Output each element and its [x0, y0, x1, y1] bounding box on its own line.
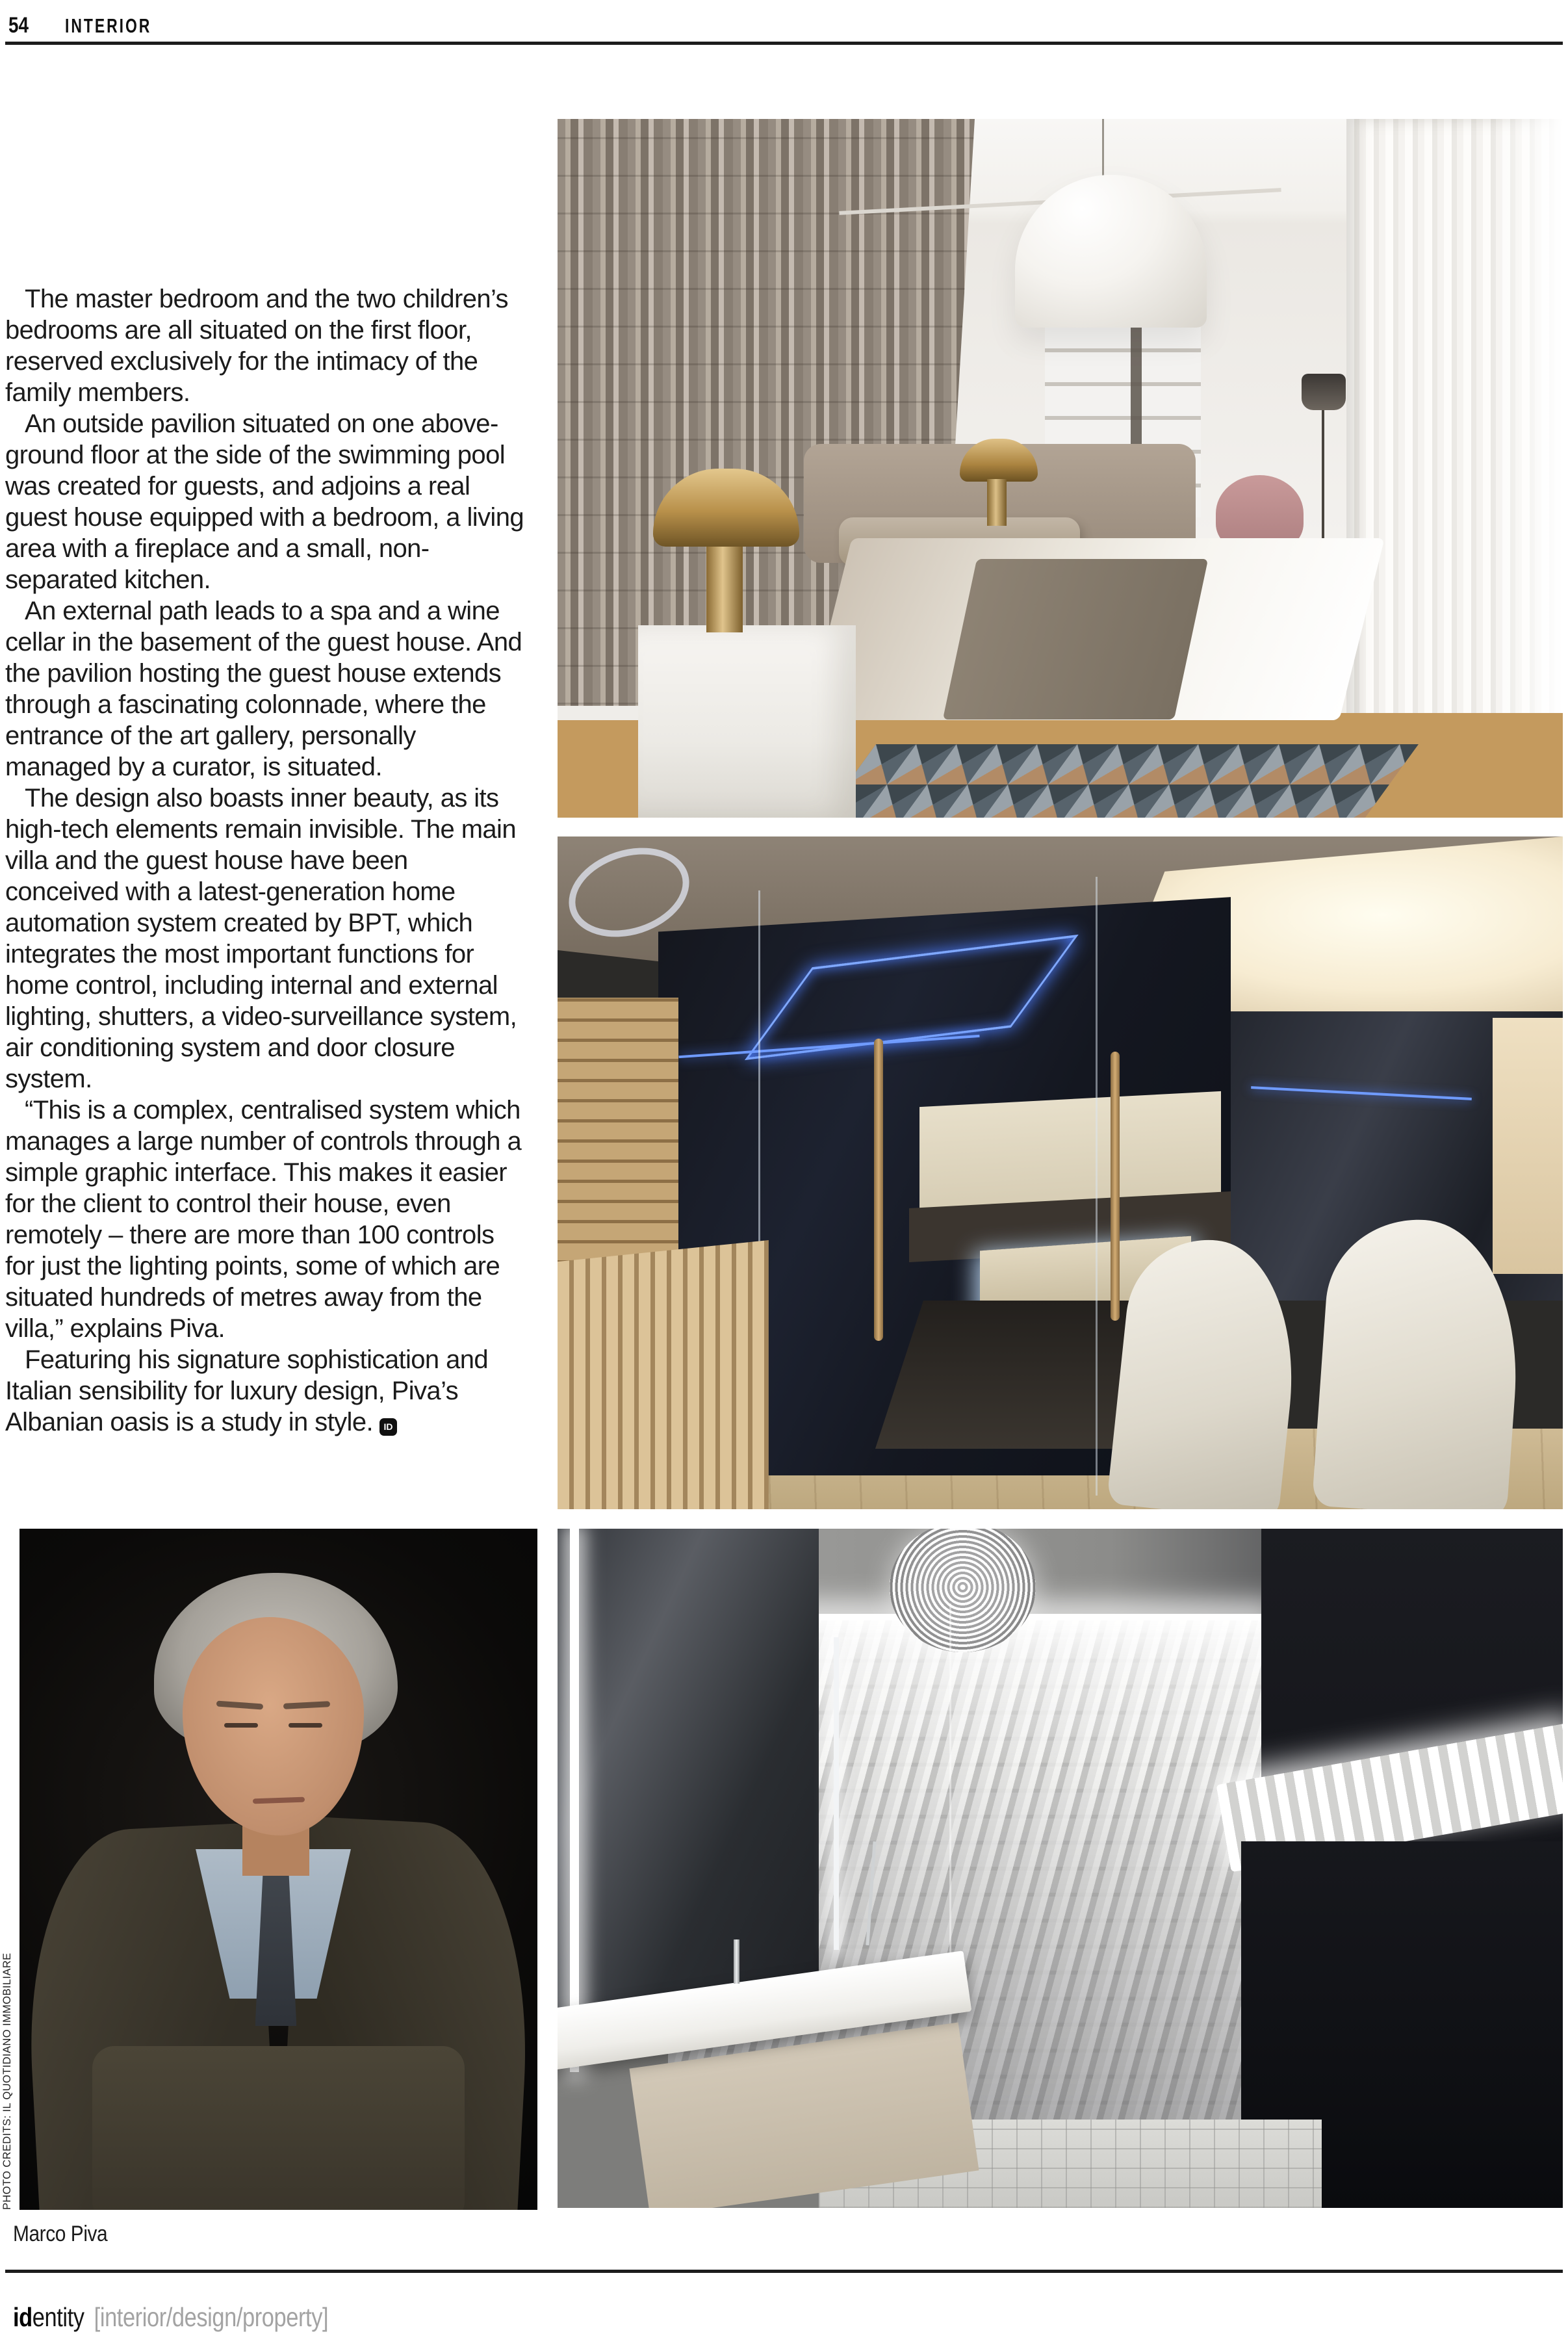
brass-lamp-stem-small — [987, 479, 1007, 526]
brass-lamp-stem-large — [706, 541, 743, 632]
photo-credit: PHOTO CREDITS: IL QUOTIDIANO IMMOBILIARE — [1, 1952, 13, 2210]
footer-rule — [5, 2270, 1563, 2273]
vertical-led-strip — [834, 1637, 839, 1950]
glass-panel-edge — [1096, 877, 1098, 1496]
ceiling-shower-head — [890, 1529, 1036, 1652]
vertical-led-strip — [570, 1529, 579, 2072]
bathroom-photo — [558, 1529, 1563, 2208]
pendant-dome-lamp — [1015, 175, 1207, 328]
white-cube-nightstand — [638, 625, 856, 818]
geometric-rug — [823, 744, 1419, 818]
page-number: 54 — [8, 13, 29, 38]
paragraph-text: An outside pavilion situated on one above-ground floor at the side of the swimming pool was created for guests, and adjoins a real guest house equipped with a bedroom, a living area with a fireplace and a small, non-separated kitchen. — [5, 409, 524, 594]
brand-entity: entity — [32, 2302, 84, 2332]
paragraph — [5, 783, 525, 1095]
paragraph-text: “This is a complex, centralised system which manages a large number of controls through a simple graphic interface. This makes it easier for the client to control their house, even remotely – there are more than 100 controls for just the lighting points, some of which are situated hundreds of metres away from the villa,” explains Piva. — [5, 1096, 522, 1343]
paragraph — [5, 408, 525, 595]
paragraph-text: The design also boasts inner beauty, as its high-tech elements remain invisible. The main villa and the guest house have been conceived with a latest-generation home automation system created by BPT, which integrates the most important functions for home control, including internal and external lighting, shutters, a video-surveillance system, air conditioning system and door closure system. — [5, 784, 517, 1093]
brand-tagline: [interior/design/property] — [94, 2302, 329, 2332]
wood-slat-partition — [558, 1240, 769, 1509]
crossed-arms — [92, 2046, 465, 2210]
bed-blanket — [943, 559, 1208, 720]
paragraph — [5, 595, 525, 783]
doorway-light — [1493, 1018, 1563, 1273]
header-rule — [5, 42, 1563, 45]
spa-photo — [558, 836, 1563, 1509]
article-body — [5, 283, 525, 1438]
eye — [224, 1723, 258, 1728]
pendant-lamp-cord — [1102, 119, 1104, 177]
section-title: INTERIOR — [65, 14, 152, 37]
wooden-door-handle — [874, 1039, 883, 1342]
paragraph-text: The master bedroom and the two children’s bedrooms are all situated on the first floor, reserved exclusively for the intimacy of the family members. — [5, 285, 508, 407]
footer-brand — [13, 2302, 328, 2333]
eye — [289, 1723, 322, 1728]
mirror-panel — [558, 1529, 819, 2017]
id-endmark-icon: ID — [379, 1418, 397, 1436]
wooden-door-handle — [1111, 1052, 1120, 1321]
bedroom-photo — [558, 119, 1563, 818]
portrait-caption: Marco Piva — [13, 2222, 108, 2246]
paragraph-text: An external path leads to a spa and a wine cellar in the basement of the guest house. And the pavilion hosting the guest house extends through a fascinating colonnade, where the entrance of the art gallery, personally managed by a curator, is situated. — [5, 597, 522, 781]
paragraph — [5, 1095, 525, 1344]
portrait-photo-marco-piva — [19, 1529, 537, 2210]
paragraph — [5, 1344, 525, 1438]
paragraph-text: Featuring his signature sophistication and Italian sensibility for luxury design, Piva’s Albanian oasis is a study in style. — [5, 1345, 489, 1436]
sauna-wood-slats — [558, 998, 678, 1280]
floor-lamp-shade — [1302, 374, 1346, 410]
chrome-faucet — [734, 1939, 739, 1984]
brand-id: id — [13, 2302, 32, 2332]
paragraph — [5, 283, 525, 408]
